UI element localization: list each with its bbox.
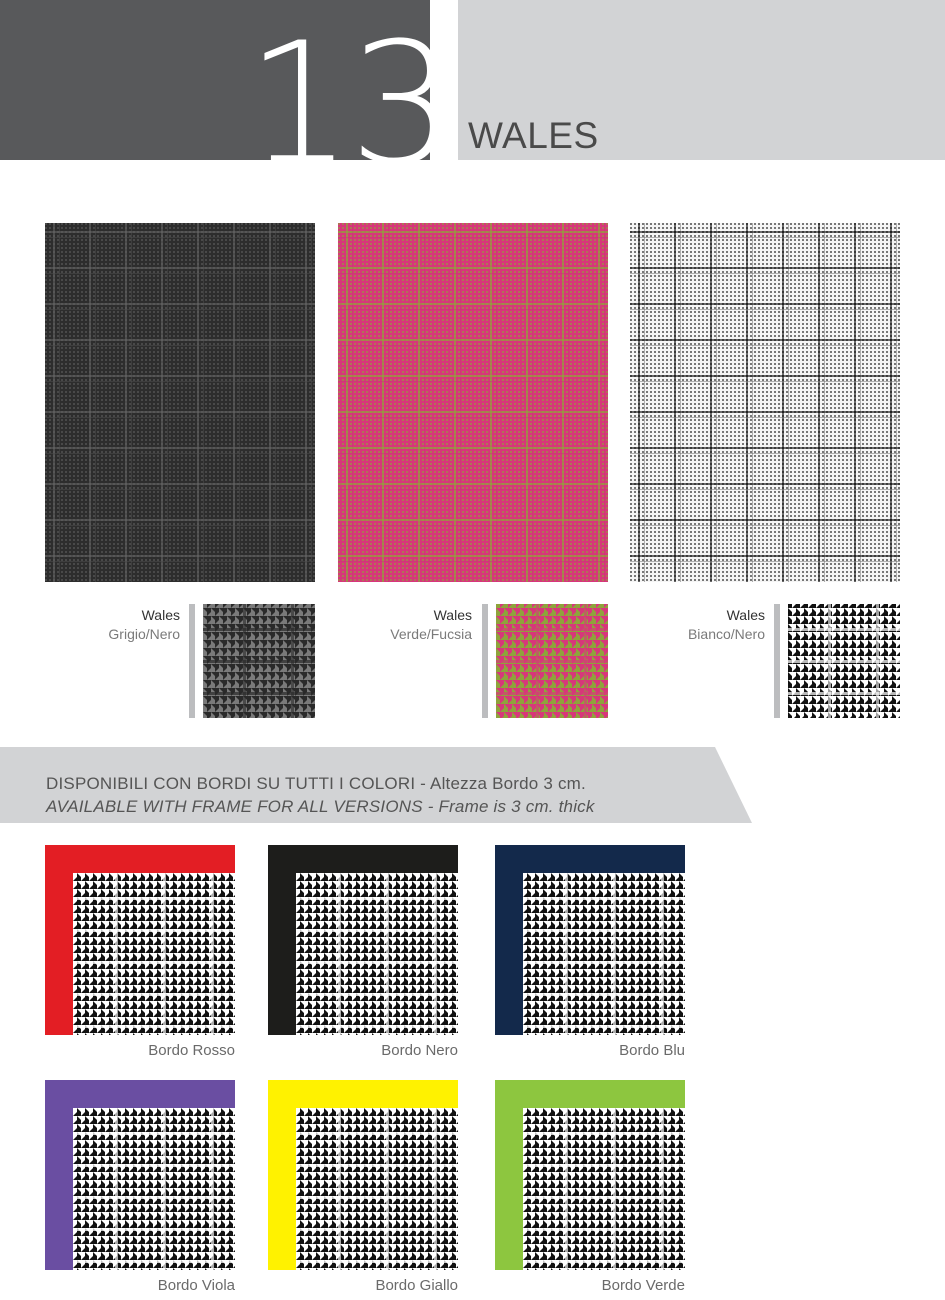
frame-label: Bordo Viola: [157, 1277, 235, 1294]
frame-sample-rosso: [45, 845, 235, 1035]
banner-text-italian: DISPONIBILI CON BORDI SU TUTTI I COLORI - Altezza Bordo 3 cm.: [46, 774, 586, 793]
fabric-detail-bianco-nero: [788, 604, 900, 718]
fabric-detail-verde-fucsia: [496, 604, 608, 718]
fabric-swatch-verde-fucsia: [338, 223, 608, 582]
frame-sample-blu: [495, 845, 685, 1035]
product-label: [352, 606, 472, 644]
product-name: Wales: [141, 607, 180, 623]
product-name: Wales: [726, 607, 765, 623]
frame-label: Bordo Nero: [381, 1042, 458, 1059]
frame-fabric: [268, 845, 458, 1035]
product-color: Bianco/Nero: [687, 626, 765, 642]
collection-number: 13: [246, 6, 452, 202]
fabric-swatch-bianco-nero: [630, 223, 900, 582]
frame-sample-giallo: [268, 1080, 458, 1270]
banner-text-english: AVAILABLE WITH FRAME FOR ALL VERSIONS - Frame is 3 cm. thick: [46, 797, 595, 816]
fabric-detail-grigio-nero: [203, 604, 315, 718]
product-label: [645, 606, 765, 644]
collection-title: WALES: [468, 115, 599, 156]
label-divider: [189, 604, 195, 718]
frame-fabric: [495, 845, 685, 1035]
label-divider: [482, 604, 488, 718]
frame-sample-nero: [268, 845, 458, 1035]
frame-label: Bordo Blu: [619, 1042, 685, 1059]
fabric-swatch-grigio-nero: [45, 223, 315, 582]
frame-label: Bordo Verde: [601, 1277, 685, 1294]
label-divider: [774, 604, 780, 718]
frame-label: Bordo Giallo: [375, 1277, 458, 1294]
frame-fabric: [495, 1080, 685, 1270]
frame-sample-viola: [45, 1080, 235, 1270]
frame-sample-verde: [495, 1080, 685, 1270]
product-name: Wales: [433, 607, 472, 623]
frame-fabric: [268, 1080, 458, 1270]
frame-label: Bordo Rosso: [148, 1042, 235, 1059]
frame-fabric: [45, 845, 235, 1035]
product-label: [60, 606, 180, 644]
frame-fabric: [45, 1080, 235, 1270]
product-color: Grigio/Nero: [108, 626, 180, 642]
product-color: Verde/Fucsia: [390, 626, 472, 642]
